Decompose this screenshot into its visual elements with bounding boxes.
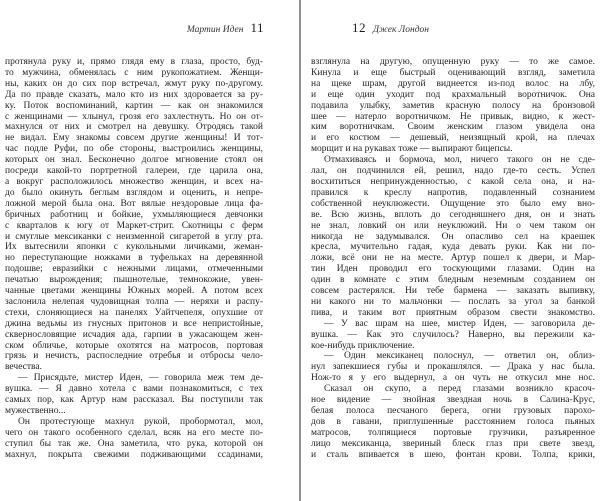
- text-line: нул запекшиеся губы и прокашлялся. — Драка у нас была.: [311, 362, 595, 373]
- text-line: стехи, слоняющиеся на панелях Уайтчепеля, опухшие от: [5, 307, 263, 318]
- text-line: подавила улыбку, заметив красную полосу на бронзовой: [311, 100, 595, 111]
- text-line: джина ведьмы из гнусных притонов и все непристойные,: [5, 318, 263, 329]
- text-line: никогда не задумывался. Он опасливо сел на краешек: [311, 231, 595, 242]
- text-line: мужественно...: [5, 406, 66, 416]
- text-line: взглянула на другую, опущенную руку — то же самое.: [311, 57, 595, 67]
- text-line: Кинула и еще быстрый оценивающий взгляд, заметила: [311, 67, 595, 78]
- running-head-left: [187, 20, 264, 36]
- text-line: вушка. — Как это случилось? Наверно, вы пережили ка-: [311, 329, 595, 340]
- text-line: Нож-то я у его выдернул, а он чуть не откусил мне нос.: [311, 373, 595, 384]
- book-author: Джек Лондон: [373, 25, 429, 35]
- text-line: и смуглые мексиканки с неизменной сигаретой в углу рта.: [5, 231, 263, 242]
- text-line: ступил бы так же. Она заметила, что рука, которой он: [5, 438, 263, 449]
- text-line: Отмахиваясь и бормоча, мол, ничего такого он не сде-: [324, 155, 595, 166]
- text-line: а вокруг расположилось множество женщин, и всех на-: [5, 176, 263, 187]
- text-line: ное видение — знойная звездная ночь в Салина-Крус,: [311, 395, 595, 406]
- text-line: восхититься непринужденностью, с какой села она, и на-: [311, 176, 595, 187]
- text-line: вушка. — Я давно хотела с вами познакомиться, с тех: [5, 384, 263, 395]
- text-line: правился к креслу напротив, подавленный сознанием: [311, 187, 595, 198]
- text-line: матросов, толпящиеся портовые грузчики, разъяренное: [311, 427, 595, 438]
- text-line: Их вытеснили японки с кукольными личиками, жеман-: [5, 242, 263, 253]
- text-line: с женщинами — хлынул, грозя его захлестнуть. Но он от-: [5, 111, 263, 122]
- text-line: шее — натерло воротничком. Не привык, видно, к жест-: [311, 111, 595, 122]
- page-number-left: 11: [250, 20, 264, 35]
- text-line: самых пор, как Артур нам рассказал. Вы поступили так: [5, 395, 263, 406]
- text-line: один в комнате с этим бледным неземным созданием он: [311, 275, 595, 286]
- running-head-right: [352, 20, 429, 36]
- page-number-right: 12: [352, 20, 366, 35]
- text-line: махнул, покрыта свежими подживающими ссадинами,: [5, 449, 263, 460]
- text-line: сквернословящие исчадия ада, гарпии в ужасающем жен-: [5, 329, 263, 340]
- text-line: совсем растерялся. Ни тебе бармена — заказать выпивку,: [311, 286, 595, 297]
- text-line: грязь и нечисть, распоследние отребья и отбросы чело-: [5, 351, 263, 362]
- page-right[interactable]: [301, 0, 600, 501]
- text-line: не знал, ловкий он или неуклюжий. Ни о чем таком он: [311, 220, 595, 231]
- text-line: ве. Всю жизнь, вплоть до сегодняшнего дня, он и знать: [311, 209, 595, 220]
- page-left-text-block: [5, 57, 263, 461]
- text-line: и еще один уходит под крахмальный воротничок. Она: [311, 89, 595, 100]
- text-line: ким воротничкам. Своим женским глазом увидела она: [311, 122, 595, 133]
- page-left[interactable]: [0, 0, 299, 501]
- text-line: чанные цветами женщины Южных морей. А потом всех: [5, 286, 263, 297]
- text-line: бричных работниц и бойкие, ухмыляющиеся девчонки: [5, 209, 263, 220]
- book-title: Мартин Иден: [186, 25, 244, 35]
- text-line: ложи, всё они не на месте. Артур пошел к двери, и Мар-: [311, 253, 595, 264]
- text-line: чего он такого особенного сделал, всяк на его месте по-: [5, 427, 263, 438]
- text-line: заслонила нелепая чудовищная толпа — неряхи и распу-: [5, 296, 263, 307]
- text-line: час подле Руфи, по обе стороны, выстроились женщины,: [5, 144, 263, 155]
- text-line: — Один мексиканец полоснул, — ответил он, облиз-: [324, 351, 595, 362]
- text-line: вечества.: [5, 362, 42, 373]
- text-line: подошве; евразийки с нежными лицами, отмеченными: [5, 264, 263, 275]
- text-line: Да по правде сказать, мало кто из них здоровается за ру-: [5, 89, 263, 100]
- text-line: то мужчина, обменялась с ним рукопожатием. Женщи-: [5, 67, 263, 78]
- text-line: Он протестующе махнул рукой, пробормотал, мол,: [18, 416, 263, 427]
- text-line: белая полоса песчаного берега, огни грузовых парохо-: [311, 406, 595, 416]
- text-line: которых он знал. Бесконечно долгое мгновение стоял он: [5, 155, 263, 166]
- text-line: на щеке шрам, другой виднеется из-под волос на лбу,: [311, 78, 595, 89]
- text-line: не видал. Ему знакомы совсем другие женщины! И тот-: [5, 133, 263, 144]
- text-line: лицо мексиканца, звериный блеск глаз при свете звезд,: [311, 438, 595, 449]
- text-line: — У вас шрам на шее, мистер Иден, — заговорила де-: [324, 318, 595, 329]
- text-line: морщит и на рукавах тоже — выпирают бицепсы.: [311, 144, 513, 155]
- text-line: дов в гавани, приглушенные расстоянием голоса пьяных: [311, 416, 595, 427]
- text-line: ложной мерой была она. Вот вялые нездоровые лица фа-: [5, 198, 263, 209]
- text-line: протянула руку и, прямо глядя ему в глаза, просто, буд-: [5, 57, 263, 67]
- text-line: до было окинуть беглым взглядом и оценить, и непре-: [5, 187, 263, 198]
- text-line: ны, каких он до сих пор встречал, жмут руку по-другому.: [5, 78, 263, 89]
- text-line: кресла, мучительно гадая, куда девать руки. Как ни по-: [311, 242, 595, 253]
- text-line: и сталь впивается в шею, фонтан крови. Толпа, крики,: [311, 449, 595, 460]
- text-line: ском обличье, которые охотятся на матросов, портовая: [5, 340, 263, 351]
- text-line: и его костюм — дешевый, неизящный крой, на плечах: [311, 133, 595, 144]
- text-line: с кварталов к югу от Маркет-стрит. Скотницы с ферм: [5, 220, 263, 231]
- text-line: ку. Поток воспоминаний, картин — как он знакомился: [5, 100, 263, 111]
- text-line: печатью вырождения; пышнотелые, темнокожие, увен-: [5, 275, 263, 286]
- text-line: но переступающие ножками в туфельках на деревянной: [5, 253, 263, 264]
- text-line: ни какого ни то мальчонки — послать за угол за банкой: [311, 296, 595, 307]
- text-line: тин Иден проводил его тоскующими глазами. Один на: [311, 264, 595, 275]
- text-line: — Присядьте, мистер Иден, — говорила меж тем де-: [18, 373, 263, 384]
- page-right-text-block: [311, 57, 595, 461]
- text-line: собственной неуклюжести. Ощущение это было ему вно-: [311, 198, 595, 209]
- text-line: махнулся от них и смотрел на девушку. Отродясь такой: [5, 122, 263, 133]
- text-line: Сказал он скупо, а перед глазами возникло красоч-: [324, 384, 595, 395]
- text-line: кое-нибудь приключение.: [311, 340, 415, 351]
- text-line: лал, он подчинился ей, решил, надо где-то сесть. Успел: [311, 166, 595, 177]
- text-line: посреди какой-то портретной галереи, где царила она,: [5, 166, 263, 177]
- text-line: пива, и таким вот приятным образом свести знакомство.: [311, 307, 595, 318]
